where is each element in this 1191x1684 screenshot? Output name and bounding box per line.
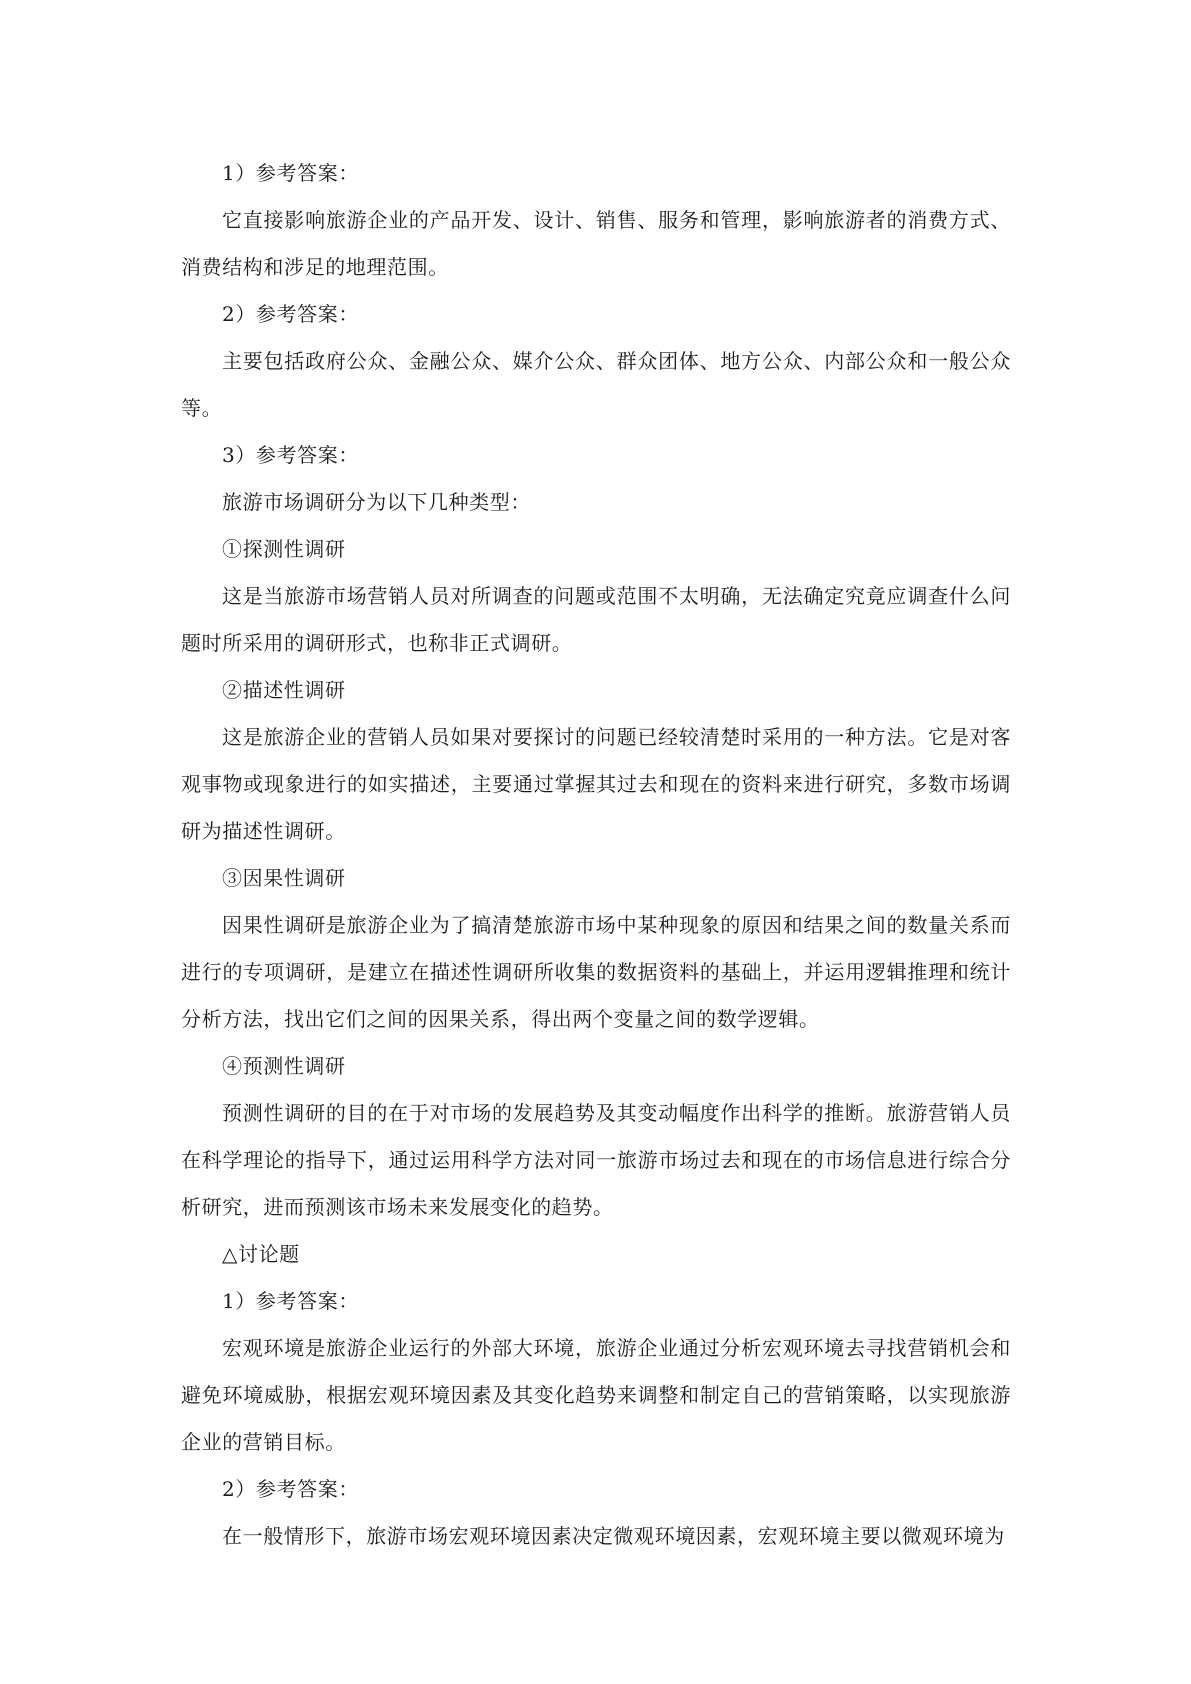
discussion-answer-text-2: 在一般情形下，旅游市场宏观环境因素决定微观环境因素，宏观环境主要以微观环境为 bbox=[222, 1524, 1005, 1548]
research-type-text-exploratory: 这是当旅游市场营销人员对所调查的问题或范围不太明确，无法确定究竟应调查什么问题时所采用的调研形式，也称非正式调研。 bbox=[181, 584, 1011, 655]
research-type-heading-exploratory: ①探测性调研 bbox=[222, 537, 346, 561]
answer-text-3-intro: 旅游市场调研分为以下几种类型： bbox=[222, 490, 531, 514]
research-type-heading-predictive: ④预测性调研 bbox=[222, 1054, 346, 1078]
answer-text-2: 主要包括政府公众、金融公众、媒介公众、群众团体、地方公众、内部公众和一般公众等。 bbox=[181, 349, 1011, 420]
discussion-section-heading: △讨论题 bbox=[222, 1242, 300, 1266]
answer-heading-2: 2）参考答案： bbox=[222, 302, 359, 326]
research-type-text-causal: 因果性调研是旅游企业为了搞清楚旅游市场中某种现象的原因和结果之间的数量关系而进行的专项调研，是建立在描述性调研所收集的数据资料的基础上，并运用逻辑推理和统计分析方法，找出它们之间的因果关系，得出两个变量之间的数学逻辑。 bbox=[181, 913, 1011, 1031]
research-type-text-descriptive: 这是旅游企业的营销人员如果对要探讨的问题已经较清楚时采用的一种方法。它是对客观事物或现象进行的如实描述，主要通过掌握其过去和现在的资料来进行研究，多数市场调研为描述性调研。 bbox=[181, 725, 1011, 843]
discussion-answer-text-1: 宏观环境是旅游企业运行的外部大环境，旅游企业通过分析宏观环境去寻找营销机会和避免环境威胁，根据宏观环境因素及其变化趋势来调整和制定自己的营销策略，以实现旅游企业的营销目标。 bbox=[181, 1336, 1011, 1454]
answer-text-1: 它直接影响旅游企业的产品开发、设计、销售、服务和管理，影响旅游者的消费方式、消费结构和涉足的地理范围。 bbox=[181, 208, 1011, 279]
research-type-text-predictive: 预测性调研的目的在于对市场的发展趋势及其变动幅度作出科学的推断。旅游营销人员在科学理论的指导下，通过运用科学方法对同一旅游市场过去和现在的市场信息进行综合分析研究，进而预测该市场未来发展变化的趋势。 bbox=[181, 1101, 1011, 1219]
discussion-answer-heading-1: 1）参考答案： bbox=[222, 1289, 359, 1313]
answer-heading-1: 1）参考答案： bbox=[222, 161, 359, 185]
document-body bbox=[181, 150, 1011, 1560]
research-type-heading-causal: ③因果性调研 bbox=[222, 866, 346, 890]
answer-heading-3: 3）参考答案： bbox=[222, 443, 359, 467]
discussion-answer-heading-2: 2）参考答案： bbox=[222, 1477, 359, 1501]
research-type-heading-descriptive: ②描述性调研 bbox=[222, 678, 346, 702]
